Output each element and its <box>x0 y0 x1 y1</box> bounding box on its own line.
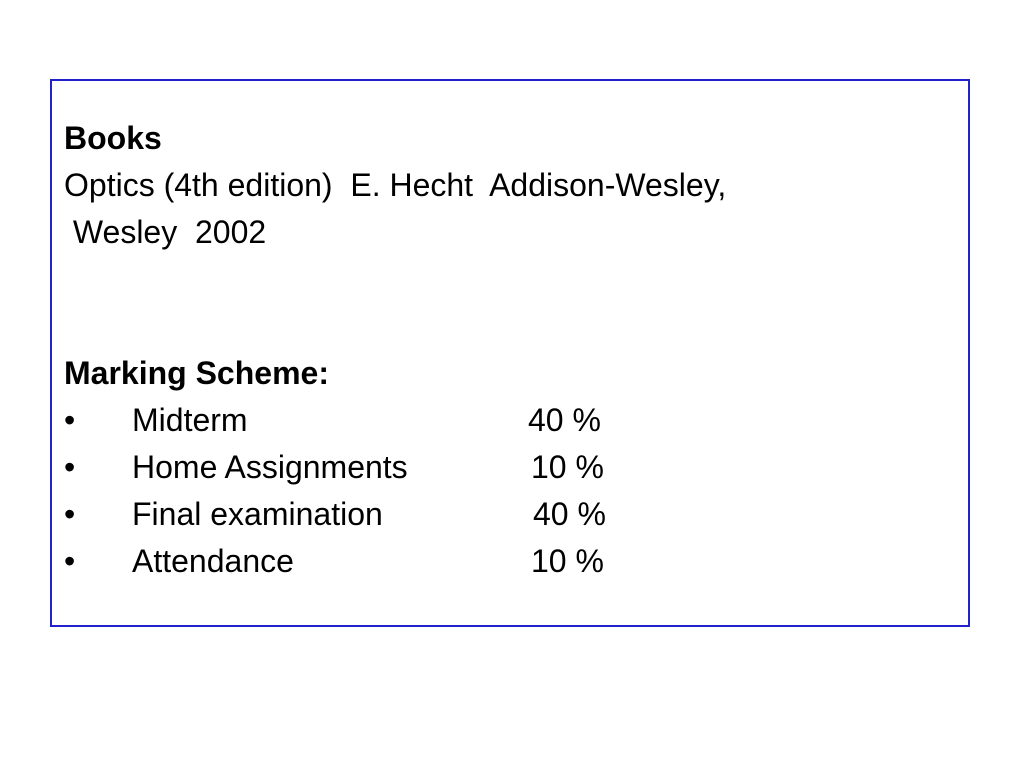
content-frame <box>50 79 970 627</box>
bullet: • <box>64 543 76 579</box>
marking-item-percent: 40 % <box>528 402 601 438</box>
marking-item-percent: 10 % <box>531 543 604 579</box>
marking-scheme-heading: Marking Scheme: <box>64 355 329 391</box>
bullet: • <box>64 449 76 485</box>
slide-content <box>64 115 948 585</box>
marking-item-percent: 40 % <box>533 496 606 532</box>
book-reference-line-1: Optics (4th edition) E. Hecht Addison-Wesley, <box>64 167 727 203</box>
marking-item-final-examination <box>64 491 948 538</box>
section-spacer <box>64 303 948 350</box>
bullet: • <box>64 496 76 532</box>
marking-item-midterm <box>64 397 948 444</box>
marking-item-label: Midterm <box>132 402 248 438</box>
marking-item-attendance <box>64 538 948 585</box>
section-spacer <box>64 256 948 303</box>
bullet: • <box>64 402 76 438</box>
book-reference-line-2: Wesley 2002 <box>64 214 267 250</box>
marking-item-label: Home Assignments <box>132 449 408 485</box>
marking-item-percent: 10 % <box>531 449 604 485</box>
marking-item-label: Attendance <box>132 543 294 579</box>
marking-item-home-assignments <box>64 444 948 491</box>
marking-item-label: Final examination <box>132 496 383 532</box>
books-heading: Books <box>64 120 162 156</box>
